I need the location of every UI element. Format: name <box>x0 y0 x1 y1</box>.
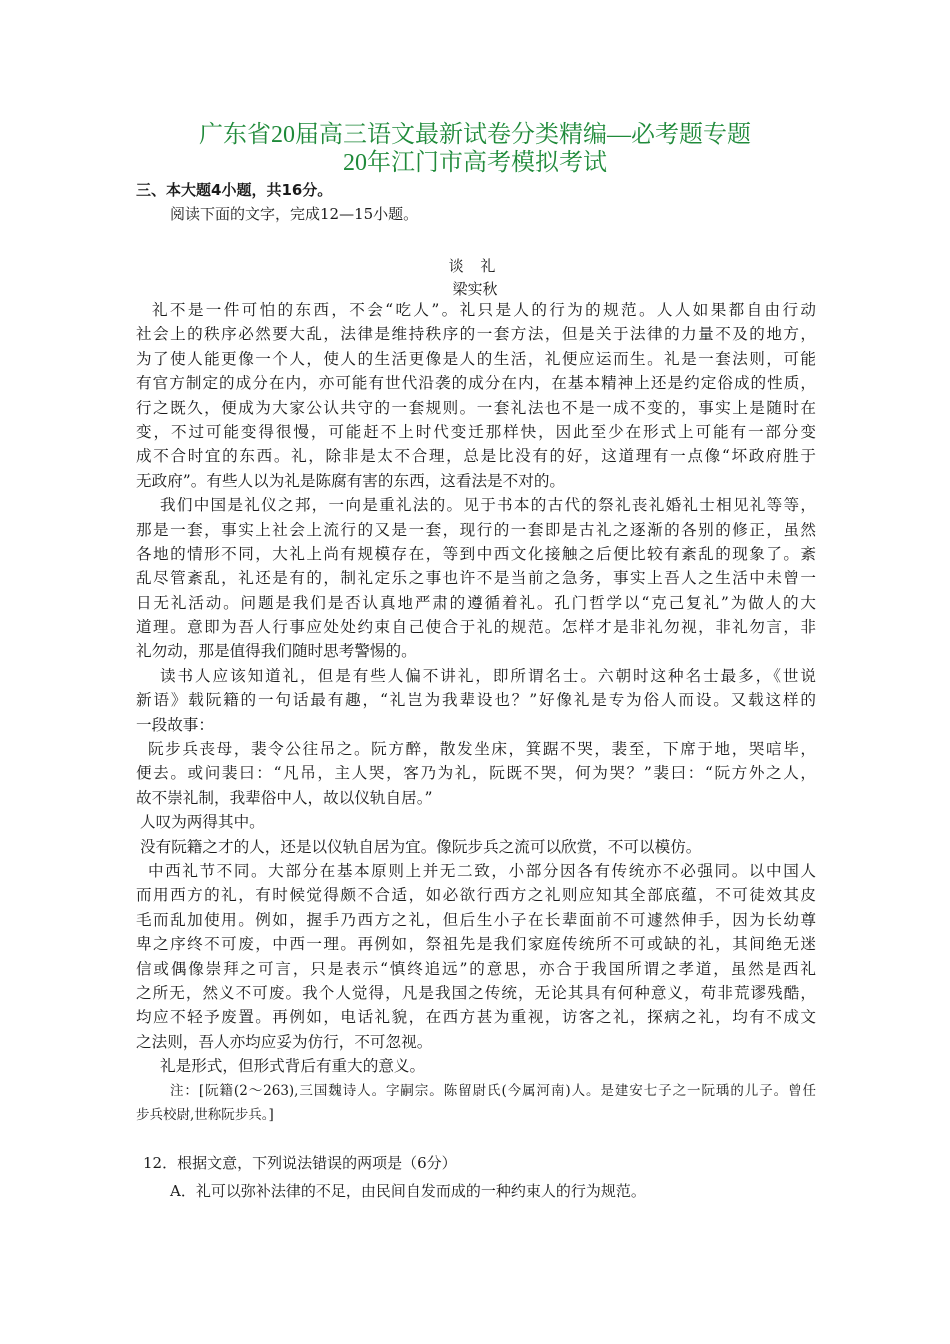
essay-line: 之法则，吾人亦均应妥为仿行，不可忽视。 <box>136 1032 433 1051</box>
footnote-line: 注：[阮籍(2～263),三国魏诗人。字嗣宗。陈留尉氏(今属河南)人。是建安七子之一阮瑀的儿子。曾任 <box>170 1082 816 1099</box>
footnote-line: 步兵校尉,世称阮步兵。] <box>136 1106 274 1123</box>
essay-line: 社会上的秩序必然要大乱，法律是维持秩序的一套方法，但是关于法律的力量不及的地方， <box>136 325 816 344</box>
section-heading: 三、本大题4小题，共16分。 <box>136 181 333 199</box>
essay-line: 卑之序终不可废，中西一理。再例如，祭祖先是我们家庭传统所不可或缺的礼，其间绝无迷 <box>136 935 816 954</box>
essay-line: 而用西方的礼，有时候觉得颇不合适，如必欲行西方之礼则应知其全部底蕴，不可徒效其皮 <box>136 886 816 905</box>
essay-line: 有官方制定的成分在内，亦可能有世代沿袭的成分在内，在基本精神上还是约定俗成的性质， <box>136 374 816 393</box>
essay-author: 梁实秋 <box>452 280 498 298</box>
essay-line: 各地的情形不同，大礼上尚有规模存在，等到中西文化接触之后便比较有紊乱的现象了。紊 <box>136 544 816 563</box>
essay-line: 行之既久，便成为大家公认共守的一套规则。一套礼法也不是一成不变的，事实上是随时在 <box>136 398 816 417</box>
essay-line: 那是一套，事实上社会上流行的又是一套，现行的一套即是古礼之逐渐的各别的修正，虽然 <box>136 520 816 539</box>
essay-body <box>136 298 816 1127</box>
essay-line: 一段故事： <box>136 715 214 734</box>
essay-line: 礼是形式，但形式背后有重大的意义。 <box>160 1057 426 1076</box>
essay-line: 无政府”。有些人以为礼是陈腐有害的东西，这看法是不对的。 <box>136 471 566 490</box>
essay-line: 新语》载阮籍的一句话最有趣，“礼岂为我辈设也？”好像礼是专为俗人而设。又载这样的 <box>136 691 816 710</box>
essay-line: 人叹为两得其中。 <box>140 813 265 832</box>
essay-line: 成不合时宜的东西。礼，除非是太不合理，总是比没有的好，这道理有一点像“坏政府胜于 <box>136 447 816 466</box>
question-option-a: A．礼可以弥补法律的不足，由民间自发而成的一种约束人的行为规范。 <box>170 1182 646 1200</box>
essay-title: 谈 礼 <box>448 257 502 275</box>
essay-line: 之所无，然义不可废。我个人觉得，凡是我国之传统，无论其具有何种意义，苟非荒谬残酷， <box>136 983 816 1002</box>
essay-line: 阮步兵丧母，裴令公往吊之。阮方醉，散发坐床，箕踞不哭，裴至，下席于地，哭唁毕， <box>148 740 816 759</box>
essay-line: 毛而乱加使用。例如，握手乃西方之礼，但后生小子在长辈面前不可遽然伸手，因为长幼尊 <box>136 910 816 929</box>
essay-line: 信或偶像崇拜之可言，只是表示“慎终追远”的意思，亦合于我国所谓之孝道，虽然是西礼 <box>136 959 816 978</box>
essay-line: 为了使人能更像一个人，使人的生活更像是人的生活，礼便应运而生。礼是一套法则，可能 <box>136 349 816 368</box>
essay-line: 日无礼活动。问题是我们是否认真地严肃的遵循着礼。孔门哲学以“克己复礼”为做人的大 <box>136 593 816 612</box>
question-stem: 12．根据文意，下列说法错误的两项是（6分） <box>143 1154 457 1172</box>
essay-line: 我们中国是礼仪之邦，一向是重礼法的。见于书本的古代的祭礼丧礼婚礼士相见礼等等， <box>160 496 816 515</box>
essay-line: 礼勿动，那是值得我们随时思考警惕的。 <box>136 642 417 661</box>
essay-line: 乱尽管紊乱，礼还是有的，制礼定乐之事也许不是当前之急务，事实上吾人之生活中未曾一 <box>136 569 816 588</box>
essay-line: 没有阮籍之才的人，还是以仪轨自居为宜。像阮步兵之流可以欣赏，不可以模仿。 <box>140 837 702 856</box>
essay-line: 变，不过可能变得很慢，可能赶不上时代变迁那样快，因此至少在形式上可能有一部分变 <box>136 422 816 441</box>
essay-line: 便去。或问裴曰：“凡吊，主人哭，客乃为礼，阮既不哭，何为哭？”裴曰：“阮方外之人， <box>136 764 816 783</box>
essay-line: 道理。意即为吾人行事应处处约束自己使合于礼的规范。怎样才是非礼勿视，非礼勿言，非 <box>136 618 816 637</box>
document-subtitle: 20年江门市高考模拟考试 <box>343 150 607 176</box>
reading-instruction: 阅读下面的文字，完成12—15小题。 <box>170 205 419 223</box>
essay-line: 故不崇礼制，我辈俗中人，故以仪轨自居。” <box>136 788 433 807</box>
essay-line: 读书人应该知道礼，但是有些人偏不讲礼，即所谓名士。六朝时这种名士最多，《世说 <box>160 666 816 685</box>
essay-line: 礼不是一件可怕的东西，不会“吃人”。礼只是人的行为的规范。人人如果都自由行动 <box>152 301 816 319</box>
document-title: 广东省20届高三语文最新试卷分类精编—必考题专题 <box>199 122 751 148</box>
essay-line: 均应不轻予废置。再例如，电话礼貌，在西方甚为重视，访客之礼，探病之礼，均有不成文 <box>136 1008 816 1027</box>
essay-line: 中西礼节不同。大部分在基本原则上并无二致，小部分因各有传统亦不必强同。以中国人 <box>148 861 816 880</box>
